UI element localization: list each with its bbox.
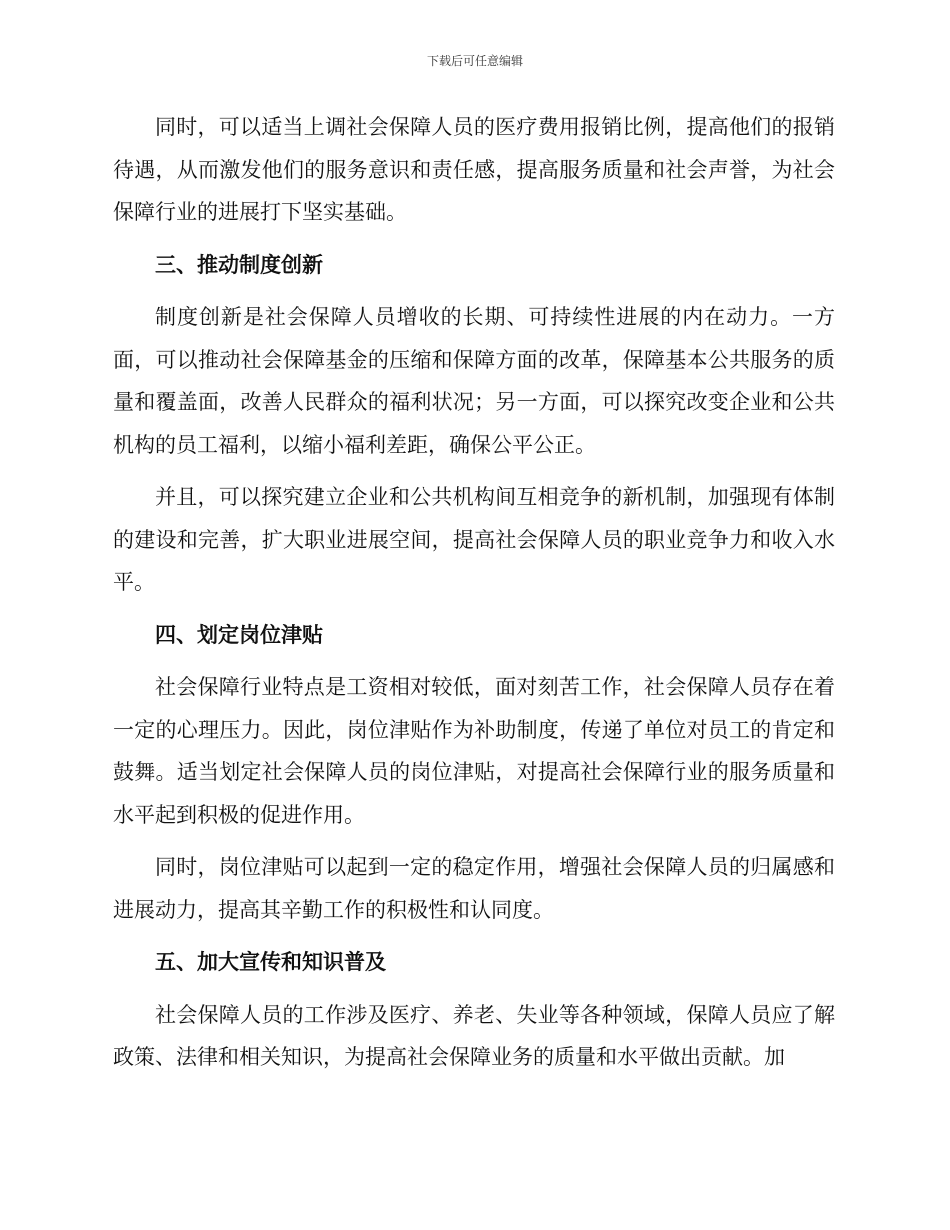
paragraph: 并且，可以探究建立企业和公共机构间互相竞争的新机制，加强现有体制的建设和完善，扩大职业进展空间，提高社会保障人员的职业竞争力和收入水平。 [113, 485, 835, 594]
paragraph: 同时，岗位津贴可以起到一定的稳定作用，增强社会保障人员的归属感和进展动力，提高其辛勤工作的积极性和认同度。 [113, 855, 835, 922]
paragraph: 社会保障人员的工作涉及医疗、养老、失业等各种领域，保障人员应了解政策、法律和相关知识，为提高社会保障业务的质量和水平做出贡献。加 [113, 1002, 835, 1069]
paragraph: 同时，可以适当上调社会保障人员的医疗费用报销比例，提高他们的报销待遇，从而激发他们的服务意识和责任感，提高服务质量和社会声誉，为社会保障行业的进展打下坚实基础。 [113, 115, 835, 224]
section-heading: 四、划定岗位津贴 [155, 621, 323, 647]
section-heading: 三、推动制度创新 [155, 251, 323, 277]
document-body [113, 106, 835, 1089]
paragraph: 社会保障行业特点是工资相对较低，面对刻苦工作，社会保障人员存在着一定的心理压力。因此，岗位津贴作为补助制度，传递了单位对员工的肯定和鼓舞。适当划定社会保障人员的岗位津贴，对提高社会保障行业的服务质量和水平起到积极的促进作用。 [113, 675, 835, 827]
section-heading: 五、加大宣传和知识普及 [155, 949, 386, 974]
page-header: 下载后可任意编辑 [426, 54, 523, 68]
paragraph: 制度创新是社会保障人员增收的长期、可持续性进展的内在动力。一方面，可以推动社会保障基金的压缩和保障方面的改革，保障基本公共服务的质量和覆盖面，改善人民群众的福利状况；另一方面，可以探究改变企业和公共机构的员工福利，以缩小福利差距，确保公平公正。 [113, 305, 835, 457]
